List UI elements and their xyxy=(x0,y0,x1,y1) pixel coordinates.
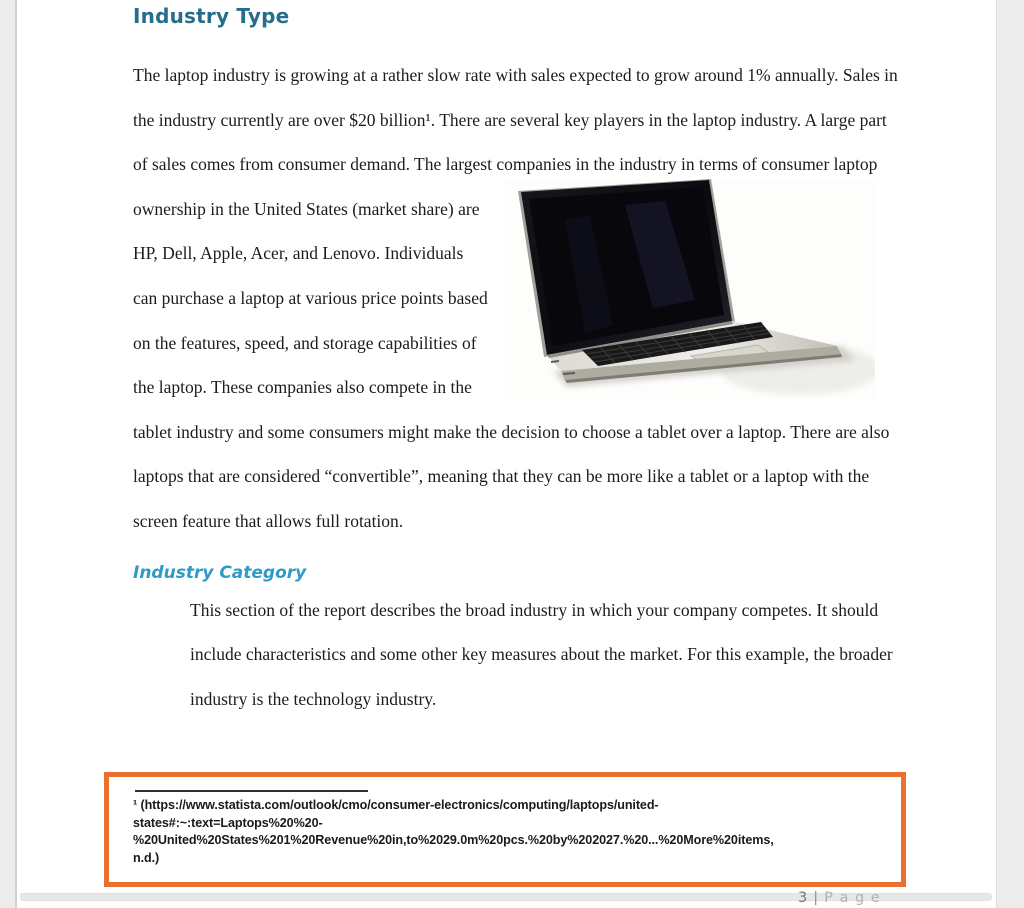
laptop-photo-graphic xyxy=(505,179,875,399)
app-background-right xyxy=(996,0,1024,908)
footnote-line: ¹ (https://www.statista.com/outlook/cmo/consumer-electronics/computing/laptops/united- xyxy=(133,798,659,812)
footnote-line: %20United%20States%201%20Revenue%20in,to%2029.0m%20pcs.%20by%202027.%20...%20More%20items, xyxy=(133,833,774,847)
industry-paragraph xyxy=(133,53,905,544)
industry-category-paragraph: This section of the report describes the broad industry in which your company competes. It should include characteristics and some other key measures about the market. For this example, the broader industry is the technology industry. xyxy=(190,599,893,709)
industry-paragraph-wrapped: in the industry in terms of consumer laptop ownership in the United States (market share) are HP, Dell, Apple, Acer, and Lenovo. Individuals can purchase a laptop at various price points based on the features, speed, and storage capabilities of the laptop. These companies also compete in the tablet industry and some consumers might make the decision to choose a tablet over a laptop. There are also laptops that are considered “convertible”, meaning that they can be more like a tablet or a laptop with the screen feature that allows full rotation. xyxy=(133,154,890,531)
footnote-line: states#:~:text=Laptops%20%20- xyxy=(133,815,323,830)
footnote-line: n.d.) xyxy=(133,850,160,865)
footnote-separator-line xyxy=(135,790,368,792)
page-number-footer xyxy=(798,890,881,906)
page-number: 3 xyxy=(798,890,808,906)
subsection-heading: Industry Category xyxy=(133,562,307,583)
footnote-highlight-box xyxy=(104,772,906,887)
laptop-image[interactable] xyxy=(505,179,875,399)
page-number-separator: | xyxy=(813,890,819,906)
industry-paragraph-intro: The laptop industry is growing at a rather slow rate with sales expected to grow around 1% annually. Sales in the industry currently are over $20 billion¹. There are several key players in the laptop industry. A large part of sales comes from consumer demand. The largest companies xyxy=(133,65,898,175)
section-heading: Industry Type xyxy=(133,4,290,28)
document-body xyxy=(133,0,905,721)
page-label: P a g e xyxy=(824,890,881,906)
app-background-left xyxy=(0,0,17,908)
